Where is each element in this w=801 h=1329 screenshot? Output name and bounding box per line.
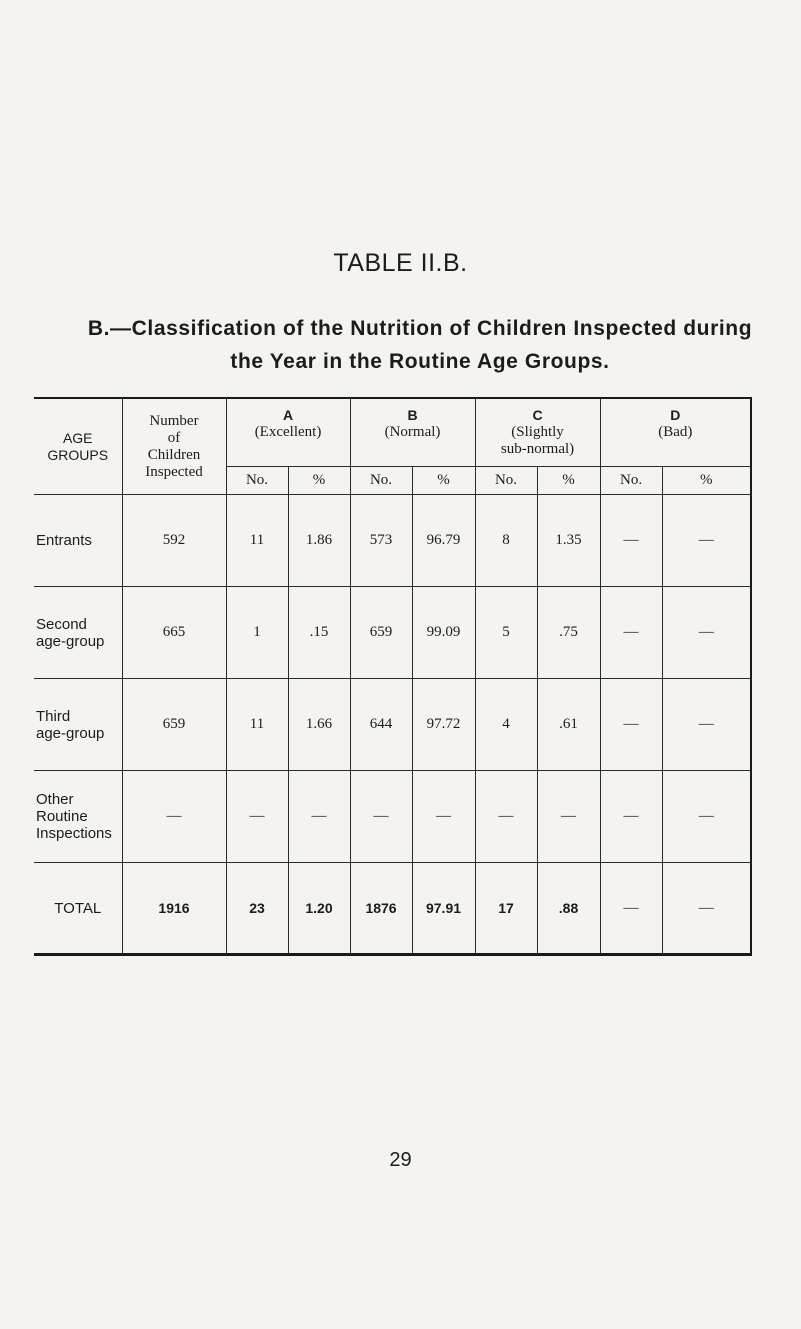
d-pct-cell: —: [662, 771, 751, 863]
b-pct-cell: —: [412, 771, 475, 863]
subtitle-line-2: the Year in the Routine Age Groups.: [230, 350, 610, 373]
c-pct-cell: .61: [537, 679, 600, 771]
a-no-cell: 1: [226, 587, 288, 679]
c-pct-cell: —: [537, 771, 600, 863]
c-no-cell: 5: [475, 587, 537, 679]
a-no-header: No.: [226, 467, 288, 495]
group-b-header: B (Normal): [350, 398, 475, 467]
a-pct-cell: —: [288, 771, 350, 863]
total-label: TOTAL: [34, 863, 122, 955]
a-pct-cell: 1.86: [288, 495, 350, 587]
table-row-second-age-group: [34, 587, 751, 679]
a-pct-cell: 1.20: [288, 863, 350, 955]
c-pct-header: %: [537, 467, 600, 495]
b-pct-cell: 97.91: [412, 863, 475, 955]
table-subtitle: [70, 312, 770, 378]
group-d-header: D (Bad): [600, 398, 751, 467]
c-no-cell: —: [475, 771, 537, 863]
nutrition-table: [34, 397, 752, 956]
a-no-cell: —: [226, 771, 288, 863]
row-label: Second age-group: [34, 587, 122, 679]
a-pct-cell: .15: [288, 587, 350, 679]
c-no-header: No.: [475, 467, 537, 495]
c-pct-cell: .75: [537, 587, 600, 679]
d-no-cell: —: [600, 495, 662, 587]
a-no-cell: 11: [226, 679, 288, 771]
a-pct-header: %: [288, 467, 350, 495]
d-no-cell: —: [600, 863, 662, 955]
b-pct-cell: 99.09: [412, 587, 475, 679]
b-no-cell: 644: [350, 679, 412, 771]
c-no-cell: 17: [475, 863, 537, 955]
inspected-cell: 592: [122, 495, 226, 587]
table-title: TABLE II.B.: [333, 249, 468, 277]
group-c-header: C (Slightly sub-normal): [475, 398, 600, 467]
b-pct-header: %: [412, 467, 475, 495]
d-pct-header: %: [662, 467, 751, 495]
number-inspected-header: Number of Children Inspected: [122, 398, 226, 495]
row-label: Entrants: [34, 495, 122, 587]
table-row-third-age-group: [34, 679, 751, 771]
d-pct-cell: —: [662, 495, 751, 587]
b-pct-cell: 97.72: [412, 679, 475, 771]
table-row-other-routine: [34, 771, 751, 863]
d-no-cell: —: [600, 771, 662, 863]
inspected-cell: 665: [122, 587, 226, 679]
b-no-header: No.: [350, 467, 412, 495]
header-row-groups: [34, 398, 751, 467]
c-pct-cell: .88: [537, 863, 600, 955]
table-row-entrants: [34, 495, 751, 587]
c-no-cell: 8: [475, 495, 537, 587]
b-no-cell: 659: [350, 587, 412, 679]
page-number: 29: [389, 1149, 412, 1171]
c-pct-cell: 1.35: [537, 495, 600, 587]
inspected-cell: 659: [122, 679, 226, 771]
d-pct-cell: —: [662, 863, 751, 955]
inspected-cell: 1916: [122, 863, 226, 955]
age-groups-header: AGE GROUPS: [34, 398, 122, 495]
a-no-cell: 23: [226, 863, 288, 955]
row-label: Other Routine Inspections: [34, 771, 122, 863]
d-pct-cell: —: [662, 587, 751, 679]
d-no-header: No.: [600, 467, 662, 495]
d-no-cell: —: [600, 587, 662, 679]
inspected-cell: —: [122, 771, 226, 863]
c-no-cell: 4: [475, 679, 537, 771]
d-pct-cell: —: [662, 679, 751, 771]
table-row-total: [34, 863, 751, 955]
b-no-cell: —: [350, 771, 412, 863]
d-no-cell: —: [600, 679, 662, 771]
subtitle-line-1: B.—Classification of the Nutrition of Children Inspected during: [87, 317, 753, 340]
row-label: Third age-group: [34, 679, 122, 771]
b-no-cell: 1876: [350, 863, 412, 955]
b-no-cell: 573: [350, 495, 412, 587]
group-a-header: A (Excellent): [226, 398, 350, 467]
a-pct-cell: 1.66: [288, 679, 350, 771]
a-no-cell: 11: [226, 495, 288, 587]
b-pct-cell: 96.79: [412, 495, 475, 587]
